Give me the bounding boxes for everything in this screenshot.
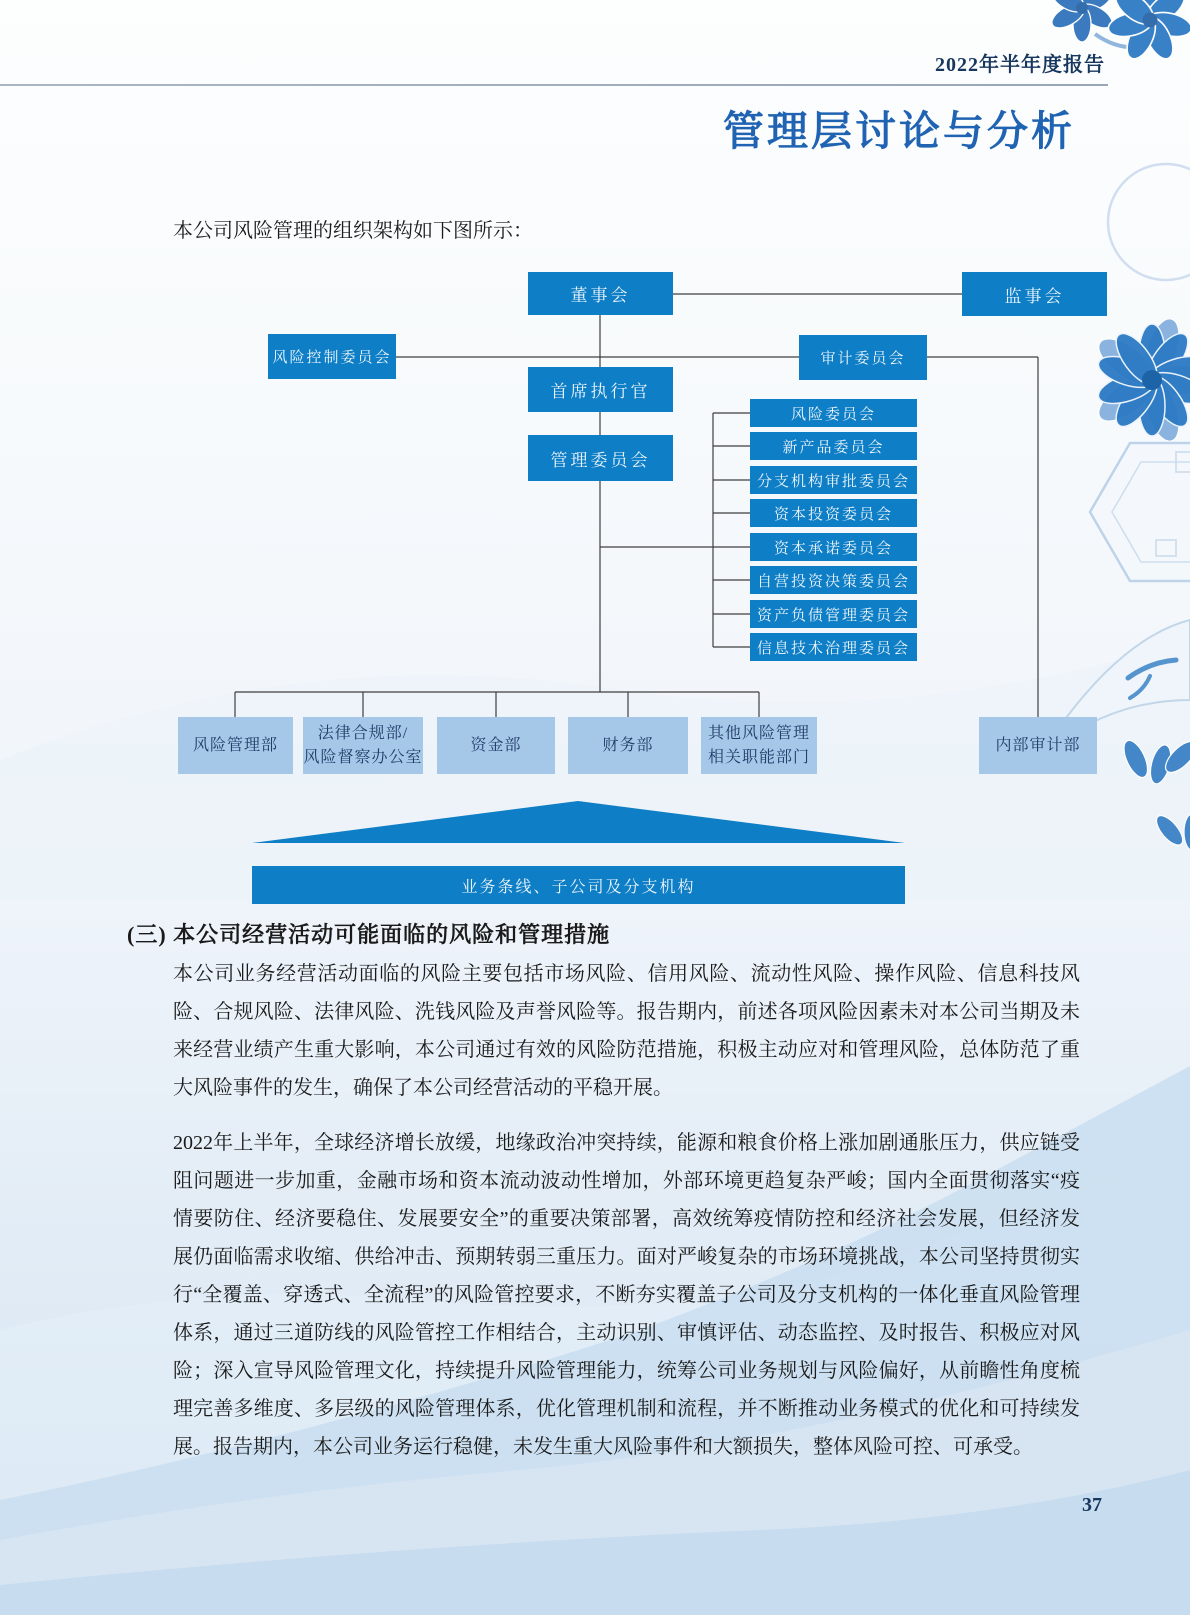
paragraph-market-environment: 2022年上半年，全球经济增长放缓，地缘政治冲突持续，能源和粮食价格上涨加剧通胀压力，供应链受阻问题进一步加重，金融市场和资本流动波动性增加，外部环境更趋复杂严峻；国内全面贯彻落实“疫情要防住、经济要稳住、发展要安全”的重要决策部署，高效统筹疫情防控和经济社会发展，但经济发展仍面临需求收缩、供给冲击、预期转弱三重压力。面对严峻复杂的市场环境挑战，本公司坚持贯彻实行“全覆盖、穿透式、全流程”的风险管控要求，不断夯实覆盖子公司及分支机构的一体化垂直风险管理体系，通过三道防线的风险管控工作相结合，主动识别、审慎评估、动态监控、及时报告、积极应对风险；深入宣导风险管理文化，持续提升风险管理能力，统筹公司业务规划与风险偏好，从前瞻性角度梳理完善多维度、多层级的风险管理体系，优化管理机制和流程，并不断推动业务模式的优化和可持续发展。报告期内，本公司业务运行稳健，未发生重大风险事件和大额损失，整体风险可控、可承受。 xyxy=(173,1132,1080,1458)
dept-label: 内部审计部 xyxy=(995,736,1081,754)
org-node-capital-investment-committee: 资本投资委员会 xyxy=(750,499,917,527)
dept-label: 资金部 xyxy=(470,736,522,754)
org-chart-caption: 本公司风险管理的组织架构如下图所示： xyxy=(173,220,533,242)
pyramid-shape xyxy=(252,801,905,843)
dept-label-line1: 法律合规部/ xyxy=(317,725,409,743)
org-node-risk-committee: 风险委员会 xyxy=(750,399,917,427)
paragraph-risk-overview: 本公司业务经营活动面临的风险主要包括市场风险、信用风险、流动性风险、操作风险、信息科技风险、合规风险、法律风险、洗钱风险及声誉风险等。报告期内，前述各项风险因素未对本公司当期及未来经营业绩产生重大影响，本公司通过有效的风险防范措施，积极主动应对和管理风险，总体防范了重大风险事件的发生，确保了本公司经营活动的平稳开展。 xyxy=(173,963,1080,1099)
org-node-board: 董事会 xyxy=(528,272,673,315)
page-title: 管理层讨论与分析 xyxy=(723,108,1075,154)
org-node-audit-committee: 审计委员会 xyxy=(799,335,927,380)
org-node-finance-dept xyxy=(568,717,688,774)
header-divider xyxy=(0,84,1108,86)
org-node-it-governance-committee: 信息技术治理委员会 xyxy=(750,633,917,661)
org-node-business-lines-bar: 业务条线、子公司及分支机构 xyxy=(252,866,905,904)
report-header: 2022年半年度报告 xyxy=(935,54,1105,76)
org-node-ceo: 首席执行官 xyxy=(528,367,673,412)
org-node-new-product-committee: 新产品委员会 xyxy=(750,432,917,460)
dept-label: 财务部 xyxy=(602,736,654,754)
org-node-legal-compliance-dept xyxy=(303,717,423,774)
org-node-other-risk-depts xyxy=(701,717,817,774)
org-node-supervisory-board: 监事会 xyxy=(962,272,1107,316)
dept-label-line2: 相关职能部门 xyxy=(707,748,810,766)
page-number: 37 xyxy=(1082,1494,1102,1516)
org-node-risk-control-committee: 风险控制委员会 xyxy=(268,334,396,379)
org-node-capital-commitment-committee: 资本承诺委员会 xyxy=(750,533,917,561)
dept-label-line2: 风险督察办公室 xyxy=(303,748,423,766)
dept-label: 风险管理部 xyxy=(192,736,278,754)
org-node-proprietary-investment-committee: 自营投资决策委员会 xyxy=(750,566,917,594)
org-node-risk-management-dept xyxy=(178,717,293,774)
org-node-management-committee: 管理委员会 xyxy=(528,435,673,481)
dept-label-line1: 其他风险管理 xyxy=(707,725,810,743)
org-node-treasury-dept xyxy=(437,717,555,774)
org-node-asset-liability-committee: 资产负债管理委员会 xyxy=(750,600,917,628)
org-node-branch-approval-committee: 分支机构审批委员会 xyxy=(750,466,917,494)
section-heading: (三) 本公司经营活动可能面临的风险和管理措施 xyxy=(127,922,611,947)
org-node-internal-audit-dept xyxy=(979,717,1097,774)
